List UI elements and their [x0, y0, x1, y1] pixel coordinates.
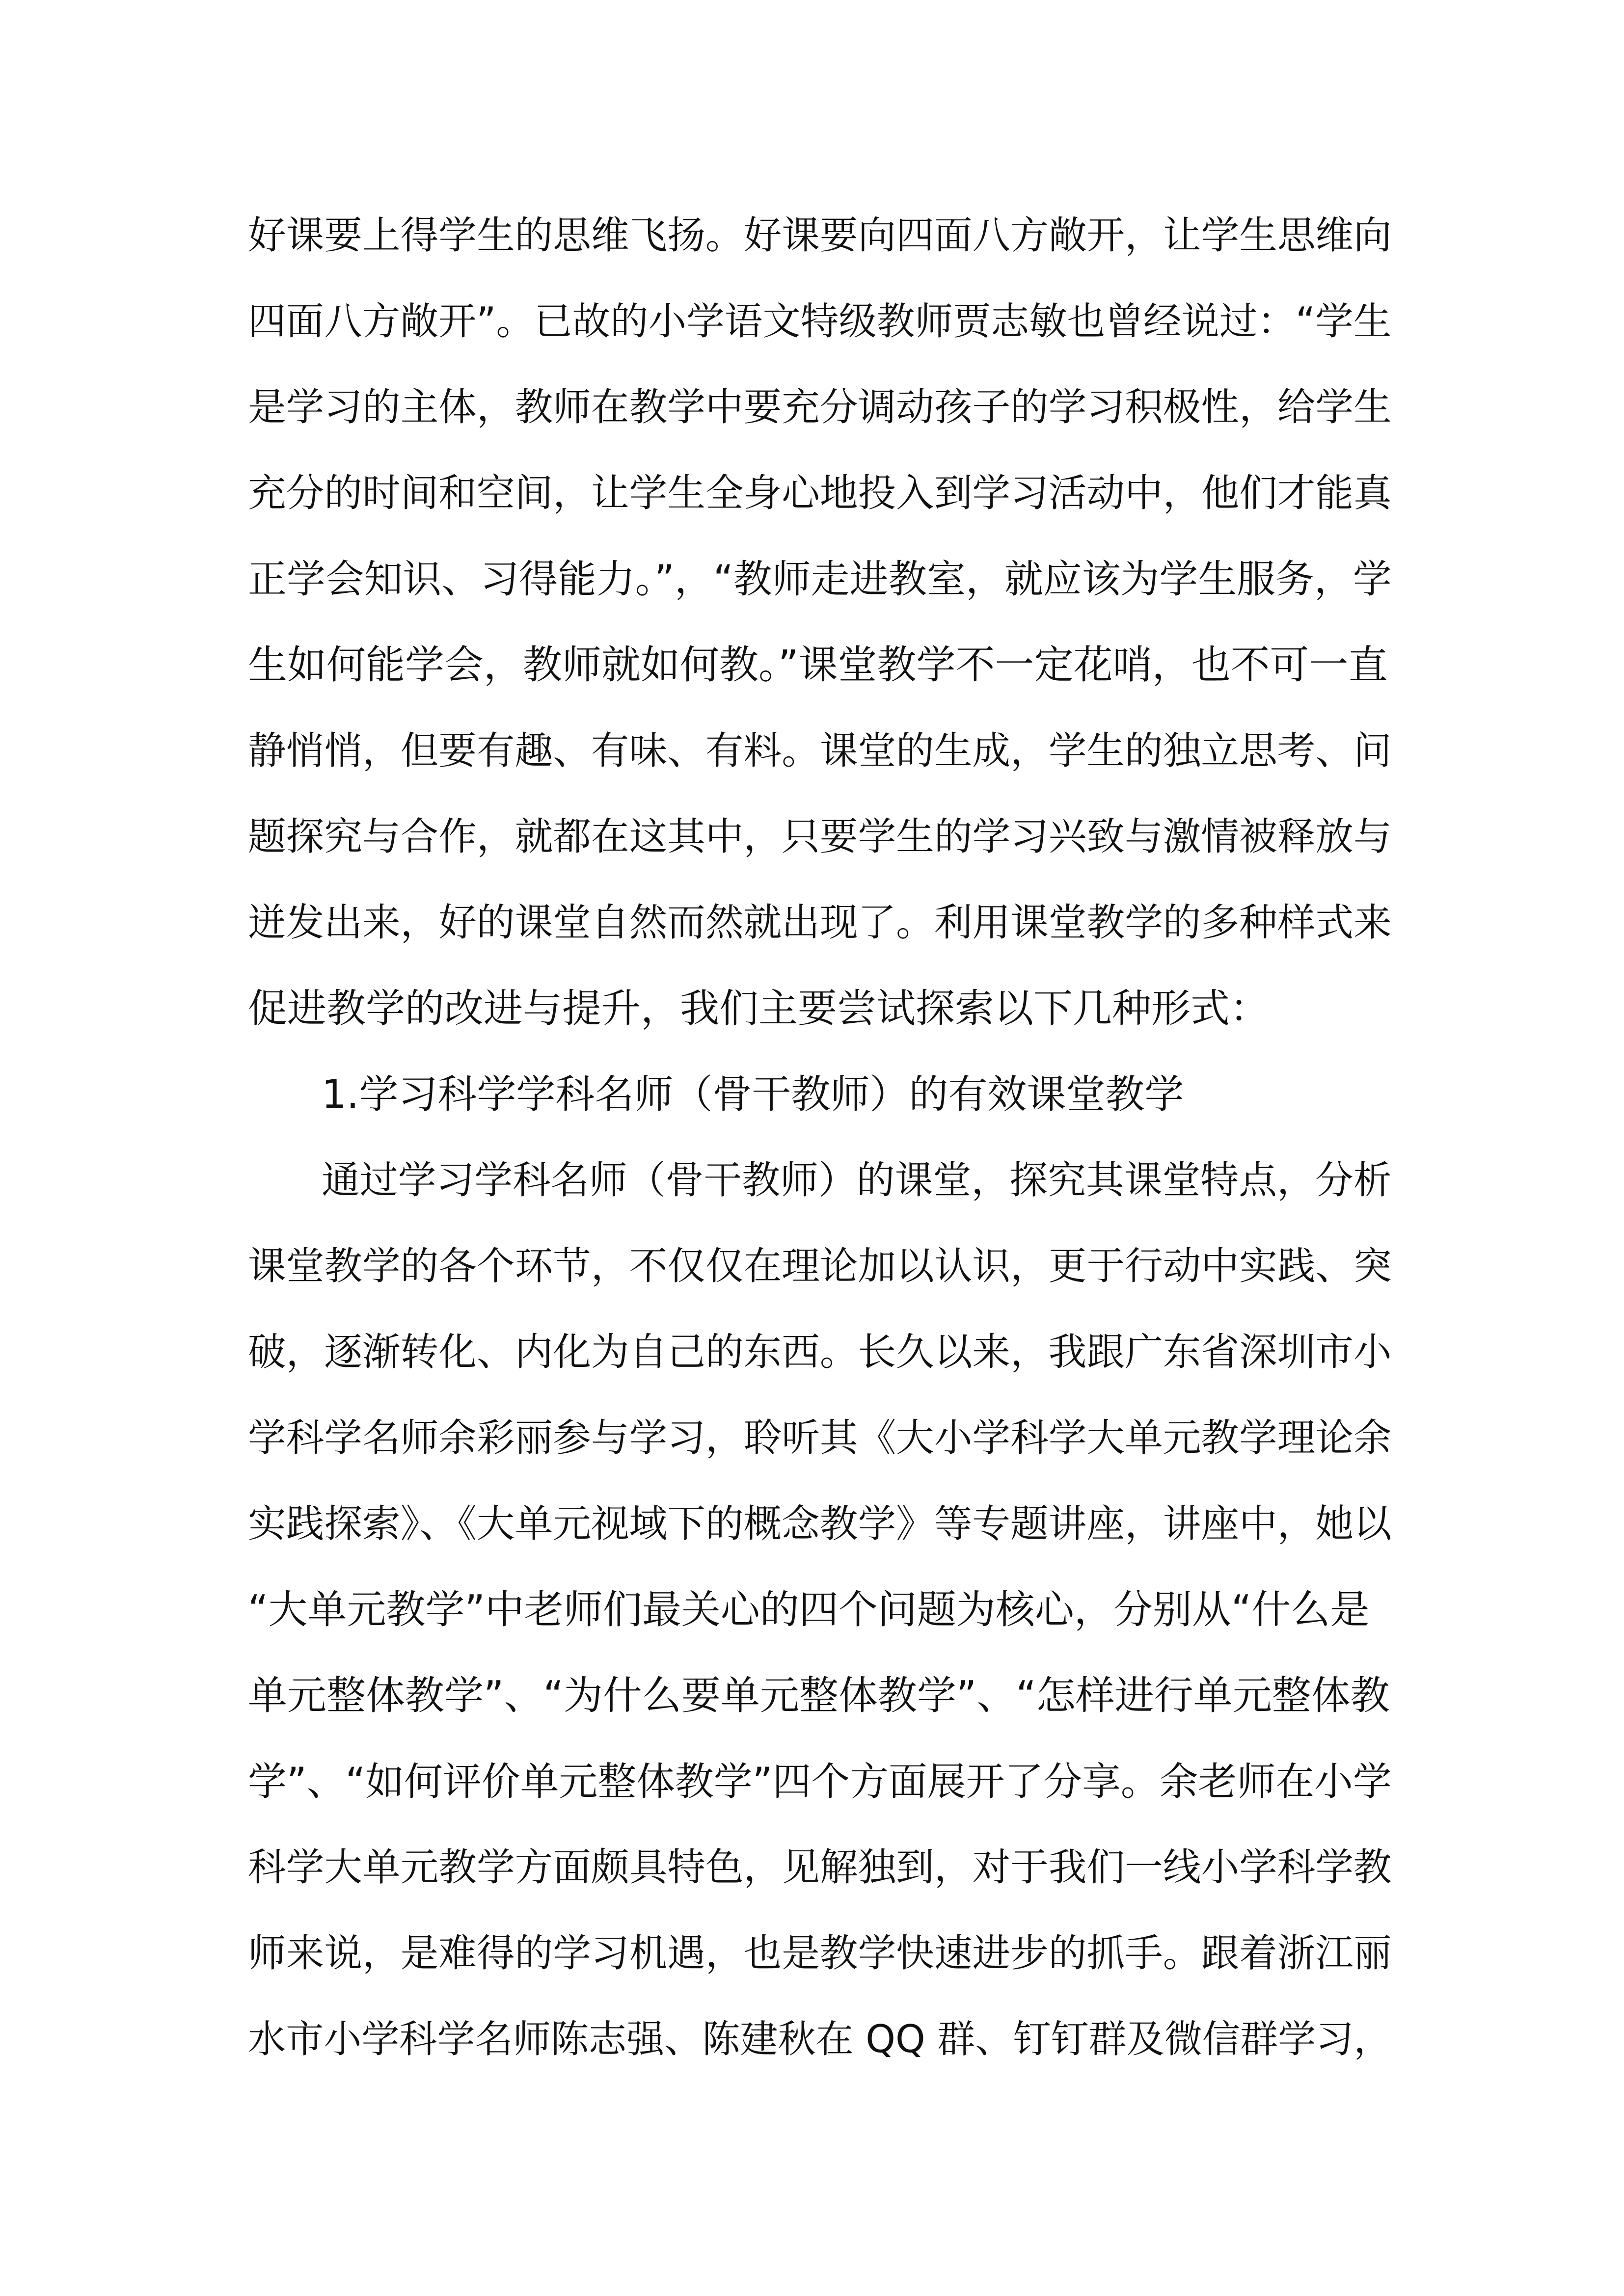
text-line-6: 生如何能学会，教师就如何教。”课堂教学不一定花哨，也不可一直 — [248, 642, 1388, 688]
text-line-4: 充分的时间和空间，让学生全身心地投入到学习活动中，他们才能真 — [248, 471, 1392, 515]
text-line-22: 水市小学科学名师陈志强、陈建秋在 QQ 群、钉钉群及微信群学习， — [248, 2017, 1392, 2061]
text-line-12: 通过学习学科名师（骨干教师）的课堂，探究其课堂特点，分析 — [322, 1158, 1392, 1202]
text-line-21: 师来说，是难得的学习机遇，也是教学快速进步的抓手。跟着浙江丽 — [248, 1931, 1392, 1976]
text-line-15: 学科学名师余彩丽参与学习，聆听其《大小学科学大单元教学理论余 — [248, 1416, 1392, 1460]
text-line-20: 科学大单元教学方面颇具特色，见解独到，对于我们一线小学科学教 — [248, 1845, 1392, 1890]
text-line-7: 静悄悄，但要有趣、有味、有料。课堂的生成，学生的独立思考、问 — [248, 729, 1392, 773]
text-line-1: 好课要上得学生的思维飞扬。好课要向四面八方敞开，让学生思维向 — [248, 214, 1392, 258]
text-line-10: 促进教学的改进与提升，我们主要尝试探索以下几种形式： — [248, 986, 1269, 1031]
text-line-9: 迸发出来，好的课堂自然而然就出现了。利用课堂教学的多种样式来 — [248, 901, 1392, 945]
text-line-13: 课堂教学的各个环节，不仅仅在理论加以认识，更于行动中实践、突 — [248, 1244, 1392, 1288]
section-heading: 1.学习科学学科名师（骨干教师）的有效课堂教学 — [322, 1071, 1184, 1117]
text-line-19: 学”、“如何评价单元整体教学”四个方面展开了分享。余老师在小学 — [248, 1759, 1392, 1804]
text-line-8: 题探究与合作，就都在这其中，只要学生的学习兴致与激情被释放与 — [248, 815, 1392, 859]
text-line-18: 单元整体教学”、“为什么要单元整体教学”、“怎样进行单元整体教 — [248, 1673, 1390, 1718]
text-line-14: 破，逐渐转化、内化为自己的东西。长久以来，我跟广东省深圳市小 — [248, 1330, 1392, 1374]
text-line-3: 是学习的主体，教师在教学中要充分调动孩子的学习积极性，给学生 — [248, 385, 1392, 429]
text-line-17: “大单元教学”中老师们最关心的四个问题为核心，分别从“什么是 — [248, 1587, 1370, 1632]
text-line-16: 实践探索》、《大单元视域下的概念教学》等专题讲座，讲座中，她以 — [248, 1502, 1392, 1546]
text-line-5: 正学会知识、习得能力。”，“教师走进教室，就应该为学生服务，学 — [248, 557, 1392, 602]
text-line-2: 四面八方敞开”。已故的小学语文特级教师贾志敏也曾经说过：“学生 — [248, 299, 1392, 344]
